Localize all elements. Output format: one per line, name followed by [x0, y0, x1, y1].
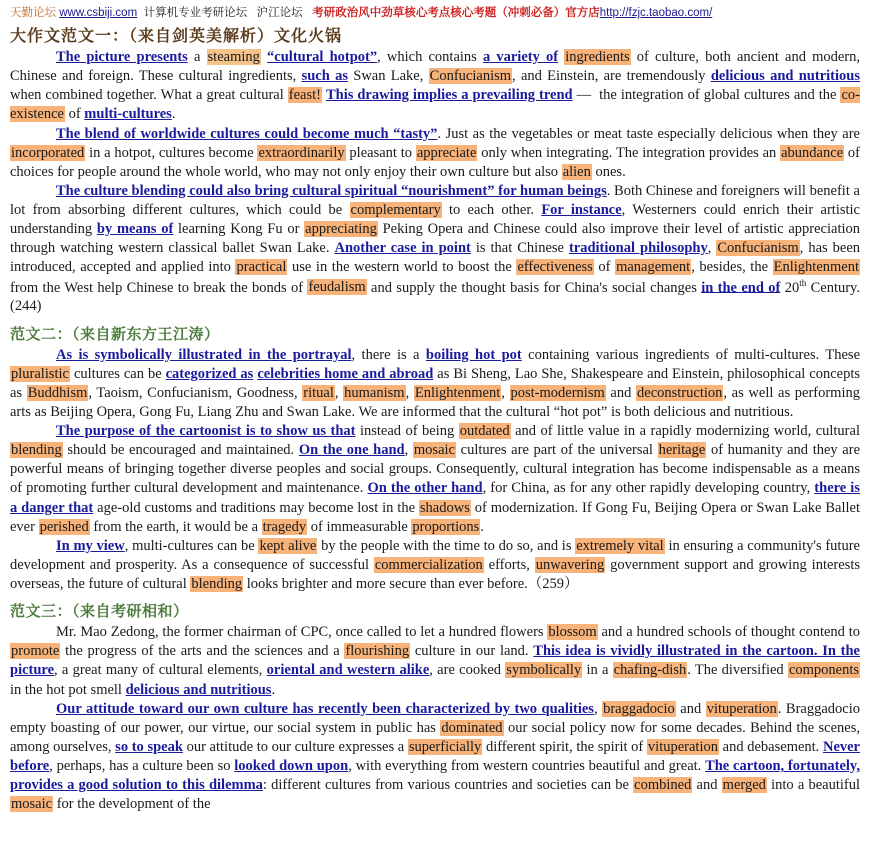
page-title: 大作文范文一：（来自剑英美解析）文化火锅	[10, 28, 343, 45]
banner-link[interactable]: http://fzjc.taobao.com/	[599, 7, 713, 19]
essay3-para-1: Mr. Mao Zedong, the former chairman of CPC, once called to let a hundred flowers blossom and a hundred schools of thought contend to promote the progress of the arts and the sciences and a flourishing culture in our land. This idea is vividly illustrated in the cartoon. In the picture, a great many of cultural elements, oriental and western alike, are cooked symbolically in a chafing-dish. The diversified components in the hot pot smell delicious and nutritious.	[10, 624, 860, 698]
essay1-para-3: The culture blending could also bring cultural spiritual “nourishment” for human beings. Both Chinese and foreigners will benefit a lot from absorbing different cultures, which could be complementary to each other. For instance, Westerners could enrich their artistic understanding by means of learning Kong Fu or appreciating Peking Opera and Chinese could also improve their level of artistic appreciation through watching western classical ballet Swan Lake. Another case in point is that Chinese traditional philosophy, Confucianism, has been introduced, accepted and applied into practical use in the western world to boost the effectiveness of management, besides, the Enlightenment from the West help Chinese to break the bonds of feudalism and supply the thought basis for China's social changes in the end of 20th Century. (244)	[10, 182, 861, 315]
essay2-para-3: In my view, multi-cultures can be kept alive by the people with the time to do so, and is extremely vital in ensuring a community's future development and prosperity. As a consequence of successful commercialization efforts, unwavering government support and growing interests overseas, the future of cultural blending looks brighter and more secure than ever before.（259）	[10, 537, 860, 593]
banner-seg4[interactable]: 考研政治风中劲草核心考点核心考题（冲刺必备）官方店	[305, 7, 600, 19]
essay1-para-2: The blend of worldwide cultures could become much “tasty”. Just as the vegetables or meat taste especially delicious when they are incorporated in a hotpot, cultures become extraordinarily pleasant to appreciate only when integrating. The integration provides an abundance of choices for people around the whole world, who may not only enjoy their own culture but also alien ones.	[10, 125, 860, 180]
essay1-para-1: The picture presents a steaming “cultural hotpot”, which contains a variety of ingredients of culture, both ancient and modern, Chinese and foreign. These cultural ingredients, such as Swan Lake, Confucianism, and Einstein, are tremendously delicious and nutritious when combined together. What a great cultural feast! This drawing implies a prevailing trend — the integration of global cultures and the co-existence of multi-cultures.	[10, 49, 861, 123]
essay-2	[10, 323, 860, 595]
essay-3	[10, 600, 860, 814]
banner-seg2[interactable]: 计算机专业考研论坛	[140, 7, 248, 19]
top-banner	[10, 4, 860, 20]
essay3-heading: 范文三：（来自考研相和）	[10, 604, 189, 621]
banner-site[interactable]: 天勤论坛 www.csbiji.com	[10, 7, 138, 19]
essay2-para-1: As is symbolically illustrated in the portrayal, there is a boiling hot pot containing various ingredients of multi-cultures. These pluralistic cultures can be categorized as celebrities home and abroad as Bi Sheng, Lao She, Shakespeare and Einstein, philosophical concepts as Buddhism, Taoism, Confucianism, Goodness, ritual, humanism, Enlightenment, post-modernism and deconstruction, as well as performing arts as Beijing Opera, Gong Fu, Liang Zhu and Swan Lake. We are informed that the cultural “hot pot” is both delicious and nutritious.	[10, 346, 861, 420]
essay2-para-2: The purpose of the cartoonist is to show us that instead of being outdated and of little value in a rapidly modernizing world, cultural blending should be encouraged and maintained. On the one hand, mosaic cultures are part of the universal heritage of humanity and they are powerful means of bringing together diverse peoples and social groups. Consequently, cultural integration has become indispensable as a means of promoting further cultural development and maintenance. On the other hand, for China, as for any other rapidly developing country, there is a danger that age-old customs and traditions may become lost in the shadows of modernization. If Gong Fu, Beijing Opera or Swan Lake Ballet ever perished from the earth, it would be a tragedy of immeasurable proportions.	[10, 423, 861, 535]
essay2-heading: 范文二：（来自新东方王江涛）	[10, 326, 220, 343]
essay3-para-2: Our attitude toward our own culture has recently been characterized by two qualities, braggadocio and vituperation. Braggadocio empty boasting of our power, our virtue, our social system in public has dominated our social policy now for some decades. Behind the scenes, among ourselves, so to speak our attitude to our culture expresses a superficially different spirit, the spirit of vituperation and debasement. Never before, perhaps, has a culture been so looked down upon, with everything from western countries beautiful and great. The cartoon, fortunately, provides a good solution to this dilemma: different cultures from various countries and societies can be combined and merged into a beautiful mosaic for the development of the	[10, 700, 861, 813]
banner-seg3[interactable]: 沪江论坛	[250, 7, 303, 19]
essay-1	[10, 48, 860, 317]
